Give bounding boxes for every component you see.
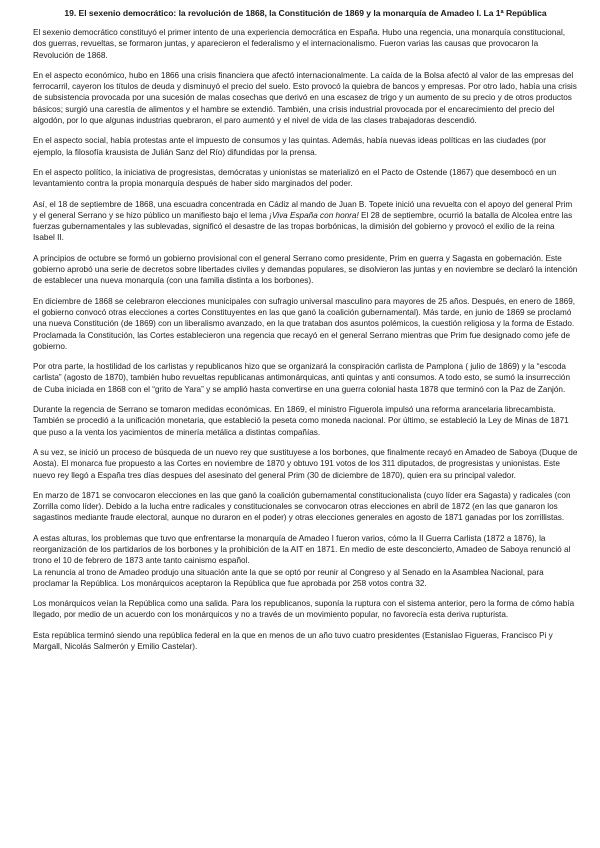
paragraph-republic-proclaimed: La renuncia al trono de Amadeo produjo una situación ante la que se optó por reunir al Congreso y al Senado en la Asamblea Nacional, para proclamar la República. Los monárquicos aceptaron la República que fue aprobada por 258 votos contra 32. (33, 567, 544, 588)
paragraph-economic-measures: Durante la regencia de Serrano se tomaron medidas económicas. En 1869, el ministro Figuerola impulsó una reforma arancelaria librecambista. También se procedió a la unificación monetaria, que estableció la peseta como moneda nacional. Por último, se estableció la Ley de Minas de 1871 que puso a la venta los yacimientos de minería metálica a distintas compañías. (33, 405, 569, 437)
paragraph-federal-republic: Esta república terminó siendo una república federal en la que en menos de un año tuvo cuatro presidentes (Estanislao Figueras, Francisco Pi y Margall, Nicolás Salmerón y Emilio Castelar). (33, 630, 553, 652)
paragraph-social: En el aspecto social, había protestas ante el impuesto de consumos y las quintas. Además, había nuevas ideas políticas en las ciudades (por ejemplo, la filosofía krausista de Julián Sanz del Río) difundidas por la prensa. (33, 136, 546, 157)
paragraph-1871-elections: En marzo de 1871 se convocaron elecciones en las que ganó la coalición gubernamental constitucionalista (cuyo líder era Sagasta) y radicales (con Zorrilla como líder). Debido a la lucha entre radicales y constitucionales se convocaron otras elecciones en abril de 1872 (en las que ganaron los sagastinos mediante fraude electoral, aunque no duraron en el poder) y otras elecciones generales en agosto de 1871 ganadas por los zorrillistas. (33, 490, 571, 523)
paragraph-hostility: Por otra parte, la hostilidad de los carlistas y republicanos hizo que se organizará la conspiración carlista de Pamplona ( julio de 1869) y la “escoda carlista” (agosto de 1870), también hubo revueltas republicanas antimonárquicas, anti quintas y anti consumos. A todo esto, se sumó la insurrección de Cuba iniciada en 1868 con el “grito de Yara” y se amplió hasta convertirse en una guerra colonial hasta 1878 que terminó con la Paz de Zanjón. (33, 362, 571, 394)
paragraph-political: En el aspecto político, la iniciativa de progresistas, demócratas y unionistas se materializó en el Pacto de Ostende (1867) que desembocó en un levantamiento contra la propia monarquía después de haber sido marginados del poder. (33, 167, 557, 189)
document-title: 19. El sexenio democrático: la revolución de 1868, la Constitución de 1869 y la monarquía de Amadeo I. La 1ª República (64, 8, 547, 18)
paragraph-revolution-text-a: Así, el 18 de septiembre de 1868, una escuadra concentrada en Cádiz al mando de Juan B. Topete inició una revuelta con el apoyo del general Prim y el general Serrano y se hizo público un manifiesto bajo el lema (33, 199, 573, 220)
paragraph-provisional-government: A principios de octubre se formó un gobierno provisional con el general Serrano como presidente, Prim en guerra y Sagasta en gobernación. Este gobierno aprobó una serie de decretos sobre libertades civiles y demandas populares, se disolvieron las juntas y en noviembre se declaró la intención de establecer una nueva monarquía (con una familia distinta a los borbones). (33, 253, 578, 286)
paragraph-monarchists: Los monárquicos veían la República como una salida. Para los republicanos, suponía la ruptura con el sistema anterior, pero la forma de cómo había llegado, por medio de un acuerdo con los monárquicos y no a través de un movimiento popular, no favorecía esta deriva rupturista. (33, 599, 575, 620)
paragraph-revolution (33, 199, 578, 244)
paragraph-elections-constitution: En diciembre de 1868 se celebraron elecciones municipales con sufragio universal masculino para mayores de 25 años. Después, en enero de 1869, el gobierno convocó otras elecciones a cortes Constituyentes en las que ganó la coalición gubernamental). Más tarde, en junio de 1869 se proclamó una nueva Constitución (de 1869) con un liberalismo avanzado, en la que trataban dos asuntos polémicos, la cuestión religiosa y la forma de Estado. Proclamada la Constitución, las Cortes establecieron una regencia que recayó en el general Serrano mientras que Prim fue designado como jefe de gobierno. (33, 296, 576, 351)
paragraph-intro: El sexenio democrático constituyó el primer intento de una experiencia democrática en España. Hubo una regencia, una monarquía constitucional, dos guerras, revueltas, se formaron juntas, y aparecieron el federalismo y el internacionalismo. Fueron varias las causas que provocaron la Revolución de 1868. (33, 28, 566, 60)
paragraph-economic: En el aspecto económico, hubo en 1866 una crisis financiera que afectó internacionalmente. La caída de la Bolsa afectó al valor de las empresas del ferrocarril, cayeron los títulos de deuda y disminuyó el precio del suelo. Esto provocó la quiebra de bancos y empresas. Por otro lado, había una crisis de subsistencia provocada por una sucesión de malas cosechas que derivó en una escasez de trigo y un aumento de su precio y de otros productos básicos; surgió una carestía de alimentos y el hambre se extendió. También, una crisis industrial provocada por el encarecimiento del precio del algodón, por lo que algunas industrias quebraron, el paro aumentó y el nivel de vida de las clases trabajadoras descendió. (33, 70, 577, 126)
paragraph-amadeo-problems: A estas alturas, los problemas que tuvo que enfrentarse la monarquía de Amadeo I fueron varios, cómo la II Guerra Carlista (1872 a 1876), la reorganización de los partidarios de los borbones y la prohibición de la AIT en 1871. En medio de este desconcierto, Amadeo de Saboya renunció al trono el 10 de febrero de 1873 ante tanto cainismo español. (33, 533, 571, 566)
paragraph-new-king: A su vez, se inició un proceso de búsqueda de un nuevo rey que sustituyese a los borbones, que finalmente recayó en Amadeo de Saboya (Duque de Aosta). El monarca fue propuesto a las Cortes en noviembre de 1870 y obtuvo 191 votos de los 311 diputados, de progresistas y unionistas. Este nuevo rey llegó a España tres días despues del asesinato del general Prim (30 de diciembre de 1870), quien era su principal valedor. (33, 447, 578, 480)
paragraph-revolution-text-b: El 28 de septiembre, ocurrió la batalla de Alcolea entre las fuerzas gubernamentales y las sublevadas, significó el desastre de las tropas borbónicas, la dimisión del gobierno y provocó el exilio de la reina Isabel II. (33, 210, 573, 243)
motto: ¡Viva España con honra! (269, 210, 359, 220)
